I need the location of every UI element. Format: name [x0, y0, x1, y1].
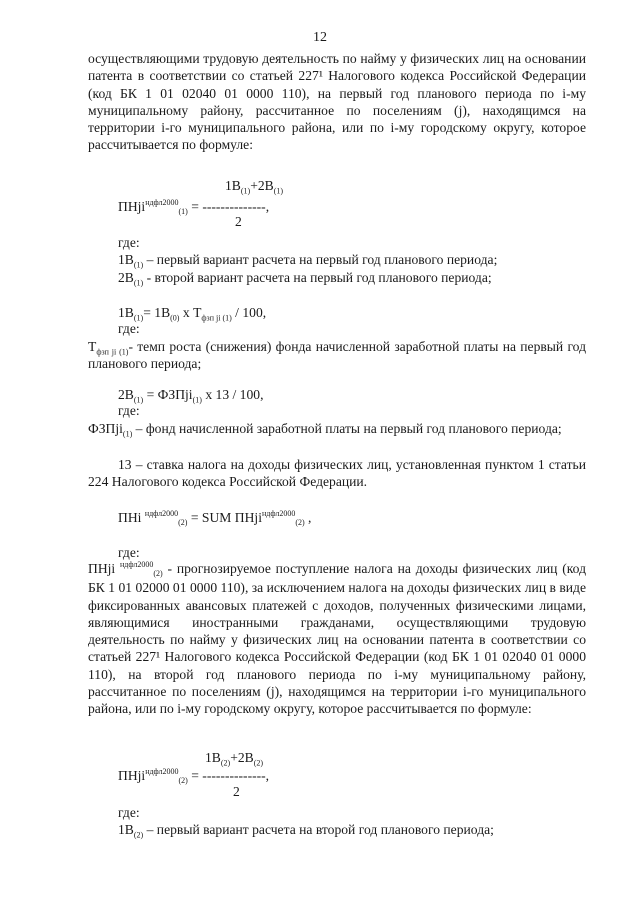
definition-1v2: $1В_{(2)}$ – первый вариант расчета на второй год планового периода;: [118, 822, 494, 840]
formula5-lhs: ПНji$^{ндфл2000}_{(2)}$ = --------------,: [118, 767, 270, 785]
formula1-numerator: $1В_{(1)}+2В_{(1)}$: [225, 178, 284, 196]
formula1-denominator: 2: [235, 214, 242, 229]
label-gde-4: где:: [118, 545, 140, 560]
label-gde-2: где:: [118, 321, 140, 336]
definition-fzp: ФЗПji$_{(1)}$ – фонд начисленной заработной платы на первый год планового периода;: [88, 421, 562, 439]
paragraph-intro: осуществляющими трудовую деятельность по найму у физических лиц на основании патента в соответствии со статьей 227¹ Налогового кодекса Российской Федерации (код БК 1 01 02040 01 0000 110), на первый год планового периода по i-му муниципальному району, рассчитанное по поселениям (j), находящимся на территории i-го муниципального района, или по i-му городскому округу, которое рассчитывается по формуле:: [88, 51, 586, 153]
label-gde-3: где:: [118, 403, 140, 418]
formula1-lhs: ПНji$^{ндфл2000}_{(1)}$ = --------------,: [118, 198, 270, 216]
label-gde-1: где:: [118, 235, 140, 250]
definition-rate: 13 – ставка налога на доходы физических лиц, установленная пунктом 1 статьи 224 Налогового кодекса Российской Федерации.: [88, 457, 586, 490]
formula5-numerator: $1В_{(2)}+2В_{(2)}$: [205, 750, 264, 768]
formula2: $1В_{(1)}= 1В_{(0)}$ х $Т_{фзп ji (1)} / 100$,: [118, 305, 267, 323]
formula4: ПНi $^{ндфл2000}_{(2)}$ = SUM ПНji$^{ндфл2000}_{(2)}$ ,: [118, 509, 312, 527]
page-number: 12: [313, 30, 327, 45]
formula3: $2В_{(1)}$ = ФЗПji$_{(1)}$ х 13 / 100,: [118, 387, 264, 405]
definition-temp: $Т_{фзп ji (1)}-$ темп роста (снижения) фонда начисленной заработной платы на первый год планового периода;: [88, 339, 587, 372]
formula5-denominator: 2: [233, 784, 240, 799]
definition-1v1: $1В_{(1)}$ – первый вариант расчета на первый год планового периода;: [118, 252, 498, 270]
label-gde-5: где:: [118, 805, 140, 820]
definition-2v1: $2В_{(1)}$ - второй вариант расчета на первый год планового периода;: [118, 270, 492, 288]
definition-pnji2: ПНji $^{ндфл2000}_{(2)}$ - прогнозируемое поступление налога на доходы физических лиц (код БК 1 01 02000 01 0000 110), за исключением налога на доходы физических лиц в виде фиксированных авансовых платежей с доходов, полученных физическими лицами, являющимися иностранными гражданами, осуществляющими трудовую деятельность по найму у физических лиц на основании патента в соответствии со статьей 227¹ Налогового кодекса Российской Федерации (код БК 1 01 02040 01 0000 110), на второй год планового периода по i-му муниципальному району, рассчитанное по поселениям (j), находящимся на территории i-го муниципального района, или по i-му городскому округу, которое рассчитывается по формуле:: [88, 560, 587, 717]
